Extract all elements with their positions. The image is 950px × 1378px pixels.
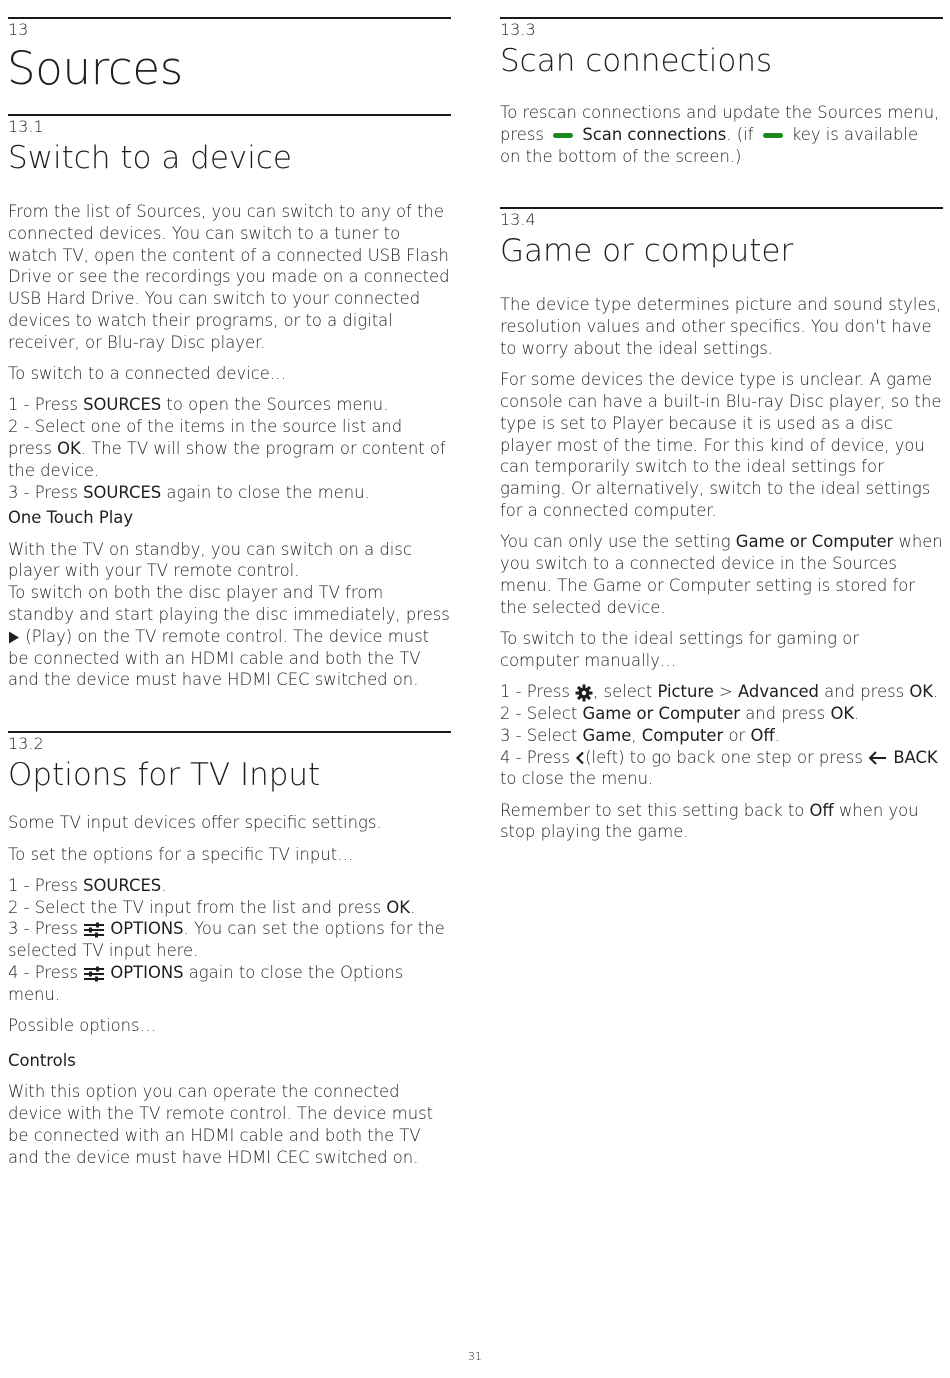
section-number-13-1: 13.1 [8, 117, 44, 136]
options-paragraph-2: To set the options for a specific TV input… [8, 844, 354, 864]
scan-connections-text: To rescan connections and update the Sources menu, press Scan connections. (if key is available on the bottom of the screen.) [500, 103, 940, 166]
back-key-label: BACK [893, 747, 938, 767]
green-key-icon [763, 133, 783, 138]
game-paragraph-1: The device type determines picture and sound styles, resolution values and other specifics. You don't have to worry about the ideal settings. [500, 295, 942, 358]
sources-key-label: SOURCES [83, 482, 162, 502]
options-key-label: OPTIONS [110, 919, 184, 939]
section-rule [500, 207, 943, 209]
section-number-13-4: 13.4 [500, 210, 536, 230]
game-or-computer-label: Game or Computer [735, 532, 894, 552]
section-rule [8, 114, 451, 116]
ok-key-label: OK [57, 438, 81, 458]
section-title-game-computer: Game or computer [500, 233, 794, 270]
switch-intro-paragraph: From the list of Sources, you can switch to any of the connected devices. You can switch to a tuner to watch TV, open the content of a connected USB Flash Drive or see the recordings you made on a connected USB Hard Drive. You can switch to your connected devices to watch their programs, or to a digital receiver, or Blu-ray Disc player. [8, 202, 450, 352]
controls-heading: Controls [8, 1050, 76, 1070]
page-number: 31 [468, 1350, 482, 1363]
scan-connections-key-label: Scan connections [582, 124, 727, 144]
off-option-label: Off [750, 725, 775, 745]
game-or-computer-label: Game or Computer [582, 703, 741, 723]
chapter-title: Sources [7, 42, 183, 95]
game-step-1: 1 - Press , select Picture > Advanced and press OK. [500, 682, 939, 702]
game-step-3: 3 - Select Game, Computer or Off. [500, 725, 780, 745]
options-icon [83, 966, 105, 982]
computer-option-label: Computer [641, 725, 724, 745]
one-touch-play-text-2: To switch on both the disc player and TV from standby and start playing the disc immediately, press (Play) on the TV remote control. The device must be connected with an HDMI cable and both the TV and the device must have HDMI CEC switched on. [8, 583, 450, 690]
game-paragraph-3: You can only use the setting Game or Computer when you switch to a connected device in the Sources menu. The Game or Computer setting is stored for the selected device. [500, 532, 943, 617]
right-column [500, 17, 943, 843]
section-title-scan-connections: Scan connections [500, 43, 773, 79]
picture-menu-label: Picture [657, 682, 714, 702]
chapter-rule [8, 17, 451, 19]
section-number-13-3: 13.3 [500, 20, 536, 39]
section-title-switch-device: Switch to a device [8, 140, 292, 176]
advanced-menu-label: Advanced [738, 682, 819, 702]
back-arrow-icon [868, 751, 888, 765]
ok-key-label: OK [830, 703, 855, 723]
game-option-label: Game [582, 725, 632, 745]
options-step-1: 1 - Press SOURCES. [8, 875, 167, 895]
switch-lead-paragraph: To switch to a connected device… [8, 364, 287, 384]
section-number-13-2: 13.2 [8, 734, 44, 754]
switch-step-2: 2 - Select one of the items in the source list and press OK. The TV will show the program or content of the device. [8, 417, 446, 480]
ok-key-label: OK [909, 682, 934, 702]
green-key-icon [553, 133, 573, 138]
one-touch-play-text-1: With the TV on standby, you can switch on a disc player with your TV remote control. [8, 539, 412, 581]
options-paragraph-1: Some TV input devices offer specific settings. [8, 813, 382, 833]
game-paragraph-5: Remember to set this setting back to Off when you stop playing the game. [500, 800, 919, 842]
section-rule [8, 731, 451, 733]
options-step-2: 2 - Select the TV input from the list and press OK. [8, 897, 416, 917]
play-icon [8, 631, 20, 644]
options-icon [83, 922, 105, 938]
ok-key-label: OK [386, 897, 411, 917]
options-step-4: 4 - Press OPTIONS again to close the Options menu. [8, 963, 404, 1004]
game-step-2: 2 - Select Game or Computer and press OK. [500, 703, 860, 723]
sources-key-label: SOURCES [83, 875, 162, 895]
controls-text: With this option you can operate the connected device with the TV remote control. The device must be connected with an HDMI cable and both the TV and the device must have HDMI CEC switched on. [8, 1082, 434, 1167]
switch-step-1: 1 - Press SOURCES to open the Sources menu. [8, 395, 389, 415]
section-title-options-tv-input: Options for TV Input [8, 757, 321, 794]
one-touch-play-heading: One Touch Play [8, 508, 134, 528]
options-step-3: 3 - Press OPTIONS. You can set the options for the selected TV input here. [8, 919, 445, 961]
left-column [8, 17, 451, 1168]
chapter-number: 13 [8, 20, 29, 39]
off-option-label: Off [809, 800, 834, 820]
sources-key-label: SOURCES [83, 395, 162, 415]
game-paragraph-4: To switch to the ideal settings for gaming or computer manually… [500, 629, 859, 670]
settings-gear-icon [575, 684, 593, 702]
section-rule [500, 17, 943, 19]
options-paragraph-3: Possible options… [8, 1016, 156, 1036]
left-chevron-icon [575, 751, 585, 765]
options-key-label: OPTIONS [110, 963, 184, 983]
game-paragraph-2: For some devices the device type is unclear. A game console can have a built-in Blu-ray Disc player, so the type is set to Player because it is used as a disc player most of the time. For this kind of device, you can temporarily switch to the ideal settings for gaming. Or alternatively, switch to the ideal settings for a connected computer. [500, 370, 942, 521]
game-step-4: 4 - Press (left) to go back one step or press BACK to close the menu. [500, 747, 938, 789]
switch-step-3: 3 - Press SOURCES again to close the menu. [8, 482, 370, 502]
